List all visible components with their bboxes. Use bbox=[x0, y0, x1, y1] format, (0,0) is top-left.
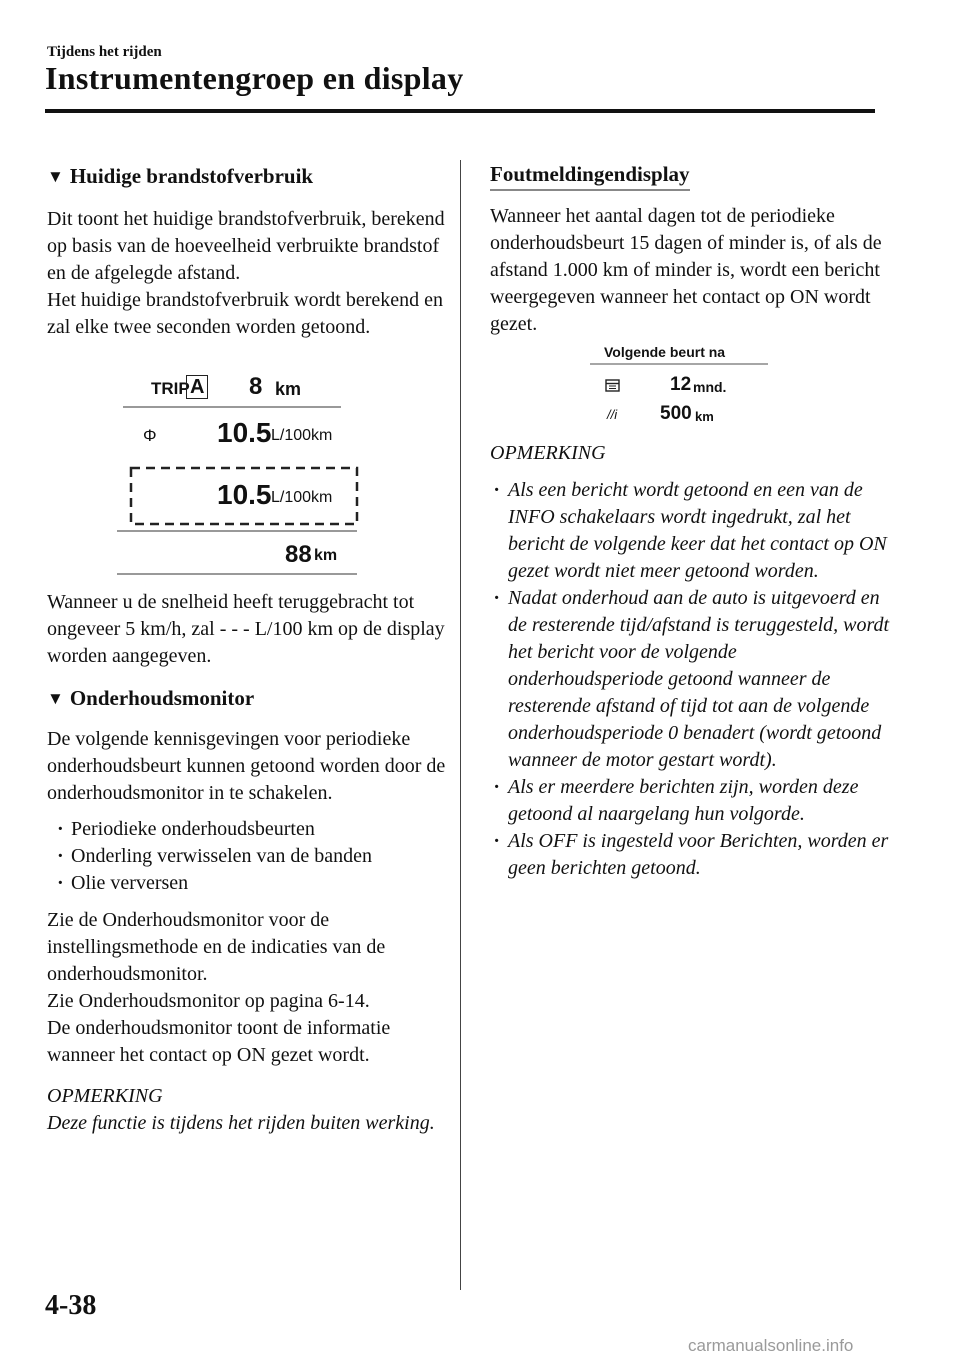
km-value: 500 bbox=[660, 403, 692, 424]
list-item: · Olie verversen bbox=[53, 870, 447, 897]
months-unit: mnd. bbox=[693, 379, 727, 395]
maint-heading-text: Onderhoudsmonitor bbox=[69, 686, 255, 710]
km-unit: km bbox=[695, 409, 714, 424]
road-distance-icon: //i bbox=[607, 407, 618, 422]
page-number: 4-38 bbox=[45, 1290, 97, 1321]
chapter-title: Instrumentengroep en display bbox=[45, 60, 464, 96]
list-item: · Als een bericht wordt getoond en een van de INFO schakelaars wordt ingedrukt, zal het bericht de volgende keer dat het contact op ON gezet wordt niet meer getoond worden. bbox=[490, 477, 890, 585]
error-display-heading: Foutmeldingendisplay bbox=[490, 160, 690, 191]
fuel-paragraph-1: Dit toont het huidige brandstofverbruik, berekend op basis van de hoeveelheid verbruikte brandstof en de afgelegde afstand. bbox=[47, 208, 445, 284]
current-fuel-unit: L/100km bbox=[271, 489, 333, 506]
message-title: Volgende beurt na bbox=[604, 344, 726, 360]
current-fuel-value: 10.5 bbox=[217, 479, 272, 510]
maintenance-message-figure bbox=[490, 344, 890, 436]
fuel-heading bbox=[47, 162, 447, 192]
note-text: Deze functie is tijdens het rijden buiten werking. bbox=[47, 1112, 435, 1134]
note-label: OPMERKING bbox=[47, 1085, 163, 1107]
note-list bbox=[490, 477, 890, 882]
list-item: · Nadat onderhoud aan de auto is uitgevoerd en de resterende tijd/afstand is teruggesteld, wordt het bericht voor de volgende onderhoudsperiode getoond wanneer de resterende afstand of tijd tot aan de volgende onderhoudsperiode 0 benadert (wordt getoond wanneer de motor gestart wordt). bbox=[490, 585, 890, 774]
fuel-paragraph-2: Het huidige brandstofverbruik wordt berekend en zal elke twee seconden worden getoond. bbox=[47, 289, 443, 338]
maint-paragraph-1: De volgende kennisgevingen voor periodieke onderhoudsbeurt kunnen getoond worden door de onderhoudsmonitor in te schakelen. bbox=[47, 728, 446, 804]
trip-label: TRIP bbox=[151, 379, 190, 398]
trip-value: 8 bbox=[249, 373, 263, 400]
trip-id-box: A bbox=[186, 375, 208, 399]
maint-paragraph-3: Zie Onderhoudsmonitor op pagina 6-14. bbox=[47, 990, 370, 1012]
triangle-marker-icon: ▼ bbox=[47, 167, 64, 186]
section-label: Tijdens het rijden bbox=[47, 44, 162, 60]
maint-paragraph-4: De onderhoudsmonitor toont de informatie wanneer het contact op ON gezet wordt. bbox=[47, 1017, 391, 1066]
error-display-paragraph: Wanneer het aantal dagen tot de periodieke onderhoudsbeurt 15 dagen of minder is, of als de afstand 1.000 km of minder is, wordt een bericht weergegeven wanneer het contact op ON wordt gezet. bbox=[490, 205, 882, 335]
list-item: · Als er meerdere berichten zijn, worden deze getoond al naargelang hun volgorde. bbox=[490, 774, 890, 828]
maint-paragraph-2: Zie de Onderhoudsmonitor voor de instellingsmethode en de indicaties van de onderhoudsmonitor. bbox=[47, 909, 386, 985]
range-value: 88 bbox=[285, 541, 312, 568]
range-underline bbox=[47, 539, 447, 577]
right-column bbox=[490, 160, 890, 882]
list-item: · Periodieke onderhoudsbeurten bbox=[53, 816, 447, 843]
left-column bbox=[47, 160, 447, 1137]
triangle-marker-icon: ▼ bbox=[47, 689, 64, 708]
maint-list bbox=[53, 816, 447, 897]
range-display bbox=[47, 539, 447, 577]
fuel-display-lines bbox=[47, 359, 447, 539]
list-item: · Onderling verwisselen van de banden bbox=[53, 843, 447, 870]
list-item: · Als OFF is ingesteld voor Berichten, worden er geen berichten getoond. bbox=[490, 828, 890, 882]
note-label: OPMERKING bbox=[490, 442, 606, 464]
avg-fuel-unit: L/100km bbox=[271, 427, 333, 444]
maint-heading bbox=[47, 684, 447, 714]
column-divider bbox=[460, 160, 461, 1290]
range-unit: km bbox=[314, 547, 338, 564]
header-rule bbox=[45, 109, 875, 113]
avg-fuel-value: 10.5 bbox=[217, 417, 272, 448]
fuel-display-figure bbox=[47, 359, 447, 539]
fuel-paragraph-3: Wanneer u de snelheid heeft teruggebracht tot ongeveer 5 km/h, zal - - - L/100 km op de display worden aangegeven. bbox=[47, 591, 445, 667]
fuel-heading-text: Huidige brandstofverbruik bbox=[69, 164, 314, 188]
watermark: carmanualsonline.info bbox=[688, 1336, 854, 1355]
avg-fuel-icon: Φ bbox=[143, 426, 157, 445]
calendar-icon bbox=[606, 380, 619, 391]
trip-unit: km bbox=[275, 379, 302, 399]
months-value: 12 bbox=[670, 374, 692, 395]
